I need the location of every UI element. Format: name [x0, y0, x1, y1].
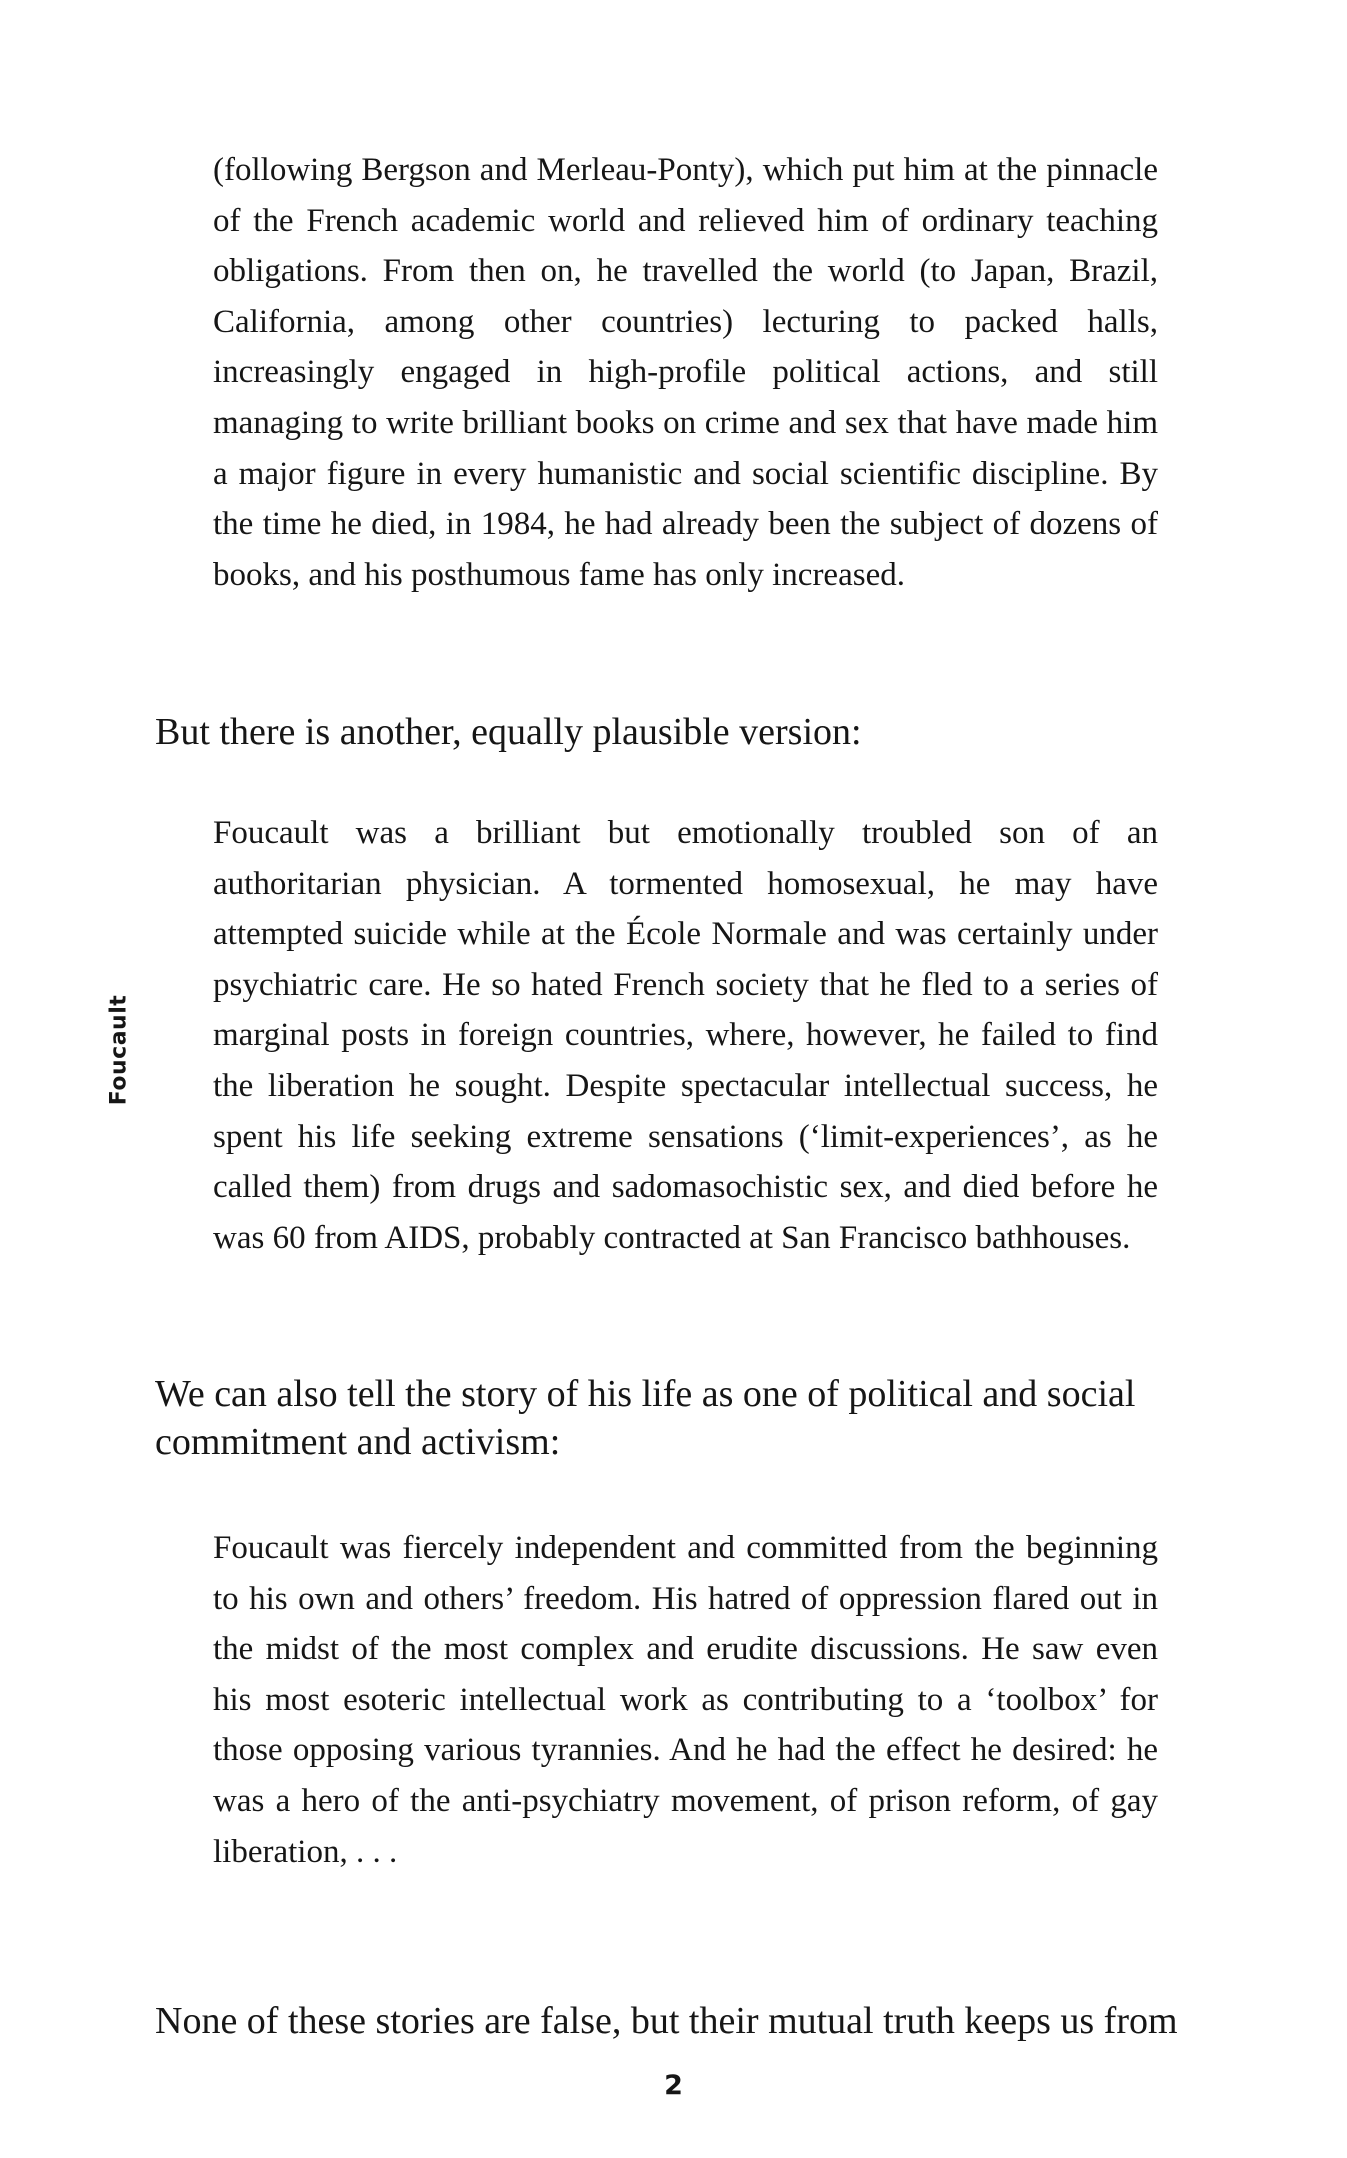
block-quote-activism-version: [213, 1523, 1158, 1877]
body-paragraph-activism-intro: We can also tell the story of his life as one of political and social commitment and activism:: [155, 1373, 1136, 1463]
running-head: Foucault: [106, 994, 132, 1106]
quote-paragraph: Foucault was a brilliant but emotionally troubled son of an authoritarian physician. A tormented homosexual, he may have attempted suicide while at the École Normale and was certainly under psychiatric care. He so hated French society that he fled to a series of marginal posts in foreign countries, where, however, he failed to find the liberation he sought. Despite spectacular intellectual success, he spent his life seeking extreme sensations (‘limit-experiences’, as he called them) from drugs and sadomasochistic sex, and died before he was 60 from AIDS, probably contracted at San Francisco bathhouses.: [213, 815, 1158, 1256]
block-quote-career-version: [213, 145, 1158, 600]
body-paragraph-another-version: But there is another, equally plausible version:: [155, 711, 862, 753]
block-quote-troubled-version: [213, 808, 1158, 1263]
quote-paragraph: Foucault was fiercely independent and committed from the beginning to his own and others’ freedom. His hatred of oppression flared out in the midst of the most complex and erudite discussions. He saw even his most esoteric intellectual work as contributing to a ‘toolbox’ for those opposing various tyrannies. And he had the effect he desired: he was a hero of the anti-psychiatry movement, of prison reform, of gay liberation, . . .: [213, 1530, 1158, 1870]
quote-paragraph: (following Bergson and Merleau-Ponty), which put him at the pinnacle of the French academic world and relieved him of ordinary teaching obligations. From then on, he travelled the world (to Japan, Brazil, California, among other countries) lecturing to packed halls, increasingly engaged in high-profile political actions, and still managing to write brilliant books on crime and sex that have made him a major figure in every humanistic and social scientific discipline. By the time he died, in 1984, he had already been the subject of dozens of books, and his posthumous fame has only increased.: [213, 152, 1158, 593]
body-paragraph-conclusion: None of these stories are false, but their mutual truth keeps us from: [155, 2000, 1178, 2042]
page-number: 2: [664, 2070, 683, 2101]
